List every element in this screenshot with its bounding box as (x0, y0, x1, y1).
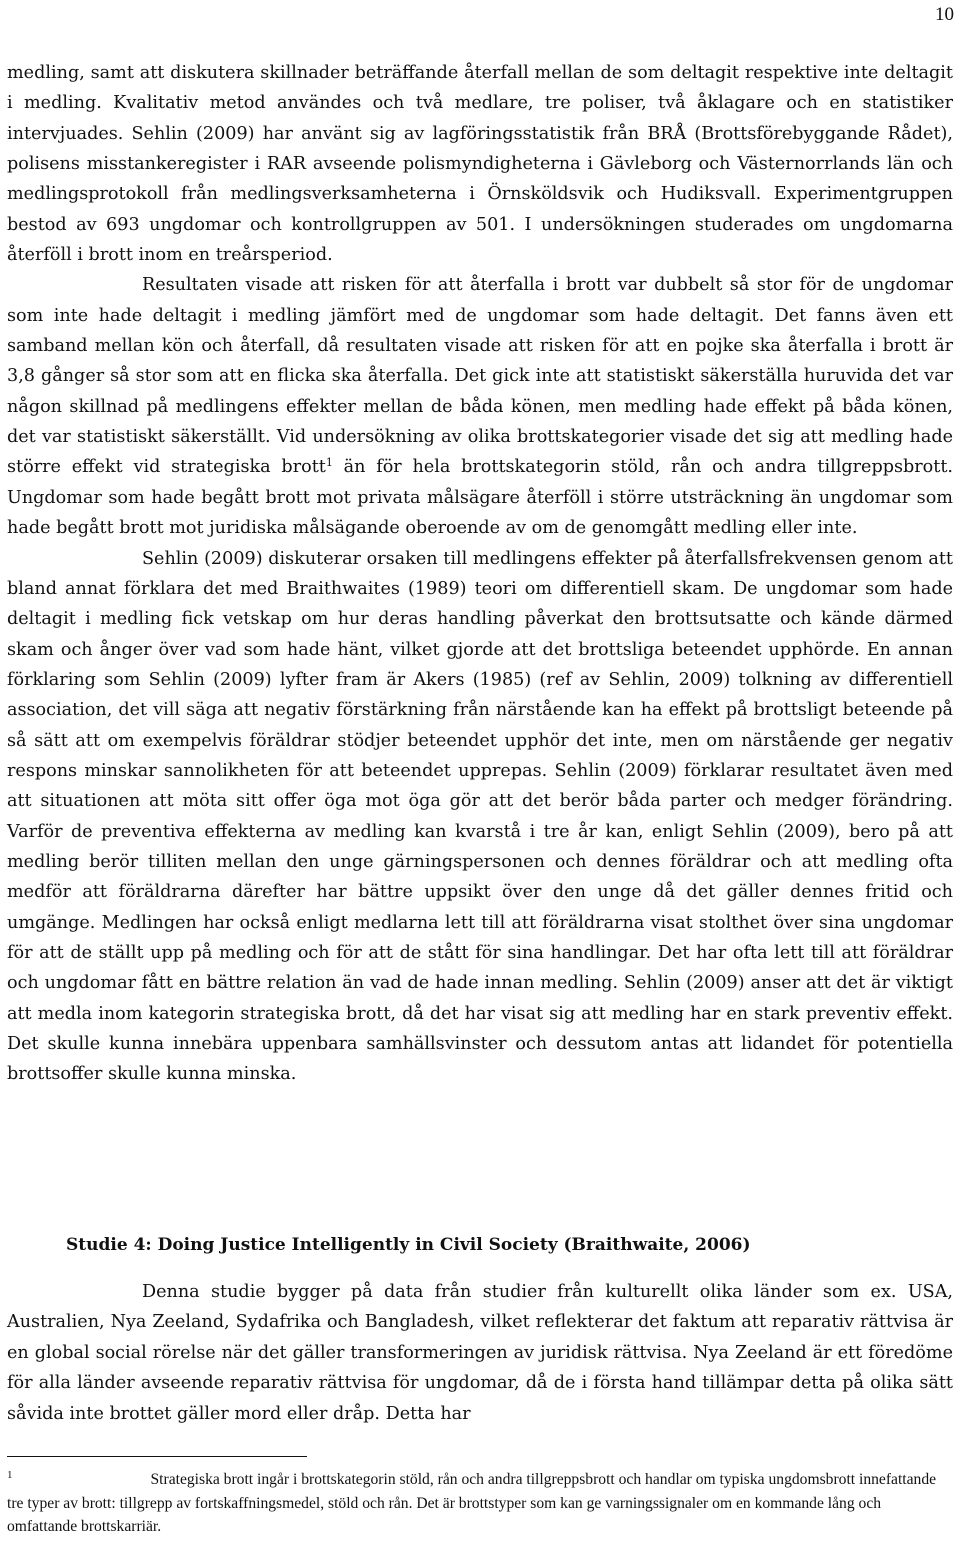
footnote-text: Strategiska brott ingår i brottskategorin stöld, rån och andra tillgreppsbrott och handlar om typiska ungdomsbrott innefattande tre typer av brott: tillgrepp av fortskaffningsmedel, stöld och rån. Det är brottstyper som kan ge varningssignaler om en kommande lång och omfattande brottskarriär. (7, 1471, 937, 1535)
footnote-marker: 1 (7, 1469, 13, 1481)
section-paragraph: Denna studie bygger på data från studier från kulturellt olika länder som ex. USA, Australien, Nya Zeeland, Sydafrika och Bangladesh, vilket reflekterar det faktum att reparativ rättvisa är en global social rörelse när det gäller transformeringen av juridisk rättvisa. Nya Zeeland är ett föredöme för alla länder avseende reparativ rättvisa för ungdomar, då de i första hand tillämpar detta på olika sätt såvida inte brottet gäller mord eller dråp. Detta har (7, 1282, 953, 1424)
paragraph-2 (7, 270, 953, 543)
paragraph-1: medling, samt att diskutera skillnader beträffande återfall mellan de som deltagit respektive inte deltagit i medling. Kvalitativ metod användes och två medlare, tre poliser, två åklagare och en statistiker intervjuades. Sehlin (2009) har använt sig av lagföringsstatistik från BRÅ (Brottsförebyggande Rådet), polisens misstankeregister i RAR avseende polismyndigheterna i Gävleborg och Västernorrlands län och medlingsprotokoll från medlingsverksamheterna i Örnsköldsvik och Hudiksvall. Experimentgruppen bestod av 693 ungdomar och kontrollgruppen av 501. I undersökningen studerades om ungdomarna återföll i brott inom en treårsperiod. (7, 63, 953, 266)
paragraph-2-text-a: Resultaten visade att risken för att återfalla i brott var dubbelt så stor för de ungdomar som inte hade deltagit i medling jämfört med de ungdomar som hade deltagit. Det fanns även ett samband mellan kön och återfall, då resultaten visade att risken för att en pojke ska återfalla i brott är 3,8 gånger så stor som att en flicka ska återfalla. Det gick inte att statistiskt säkerställa huruvida det var någon skillnad på medlingens effekter mellan de båda könen, men medling hade effekt på båda könen, det var statistiskt säkerställt. Vid undersökning av olika brottskategorier visade det sig att medling hade större effekt vid strategiska brott (7, 275, 953, 478)
section-heading: Studie 4: Doing Justice Intelligently in Civil Society (Braithwaite, 2006) (66, 1235, 751, 1255)
page-number: 10 (935, 4, 954, 25)
footnote-reference[interactable]: 1 (325, 456, 333, 470)
section-text (7, 1277, 953, 1429)
footnote-divider (7, 1456, 307, 1457)
body-text (7, 58, 953, 1090)
paragraph-3: Sehlin (2009) diskuterar orsaken till medlingens effekter på återfallsfrekvensen genom att bland annat förklara det med Braithwaites (1989) teori om differentiell skam. De ungdomar som hade deltagit i medling fick vetskap om hur deras handling påverkat den brottsutsatte och kände därmed skam och ånger över vad som hade hänt, vilket gjorde att det brottsliga beteendet upphörde. En annan förklaring som Sehlin (2009) lyfter fram är Akers (1985) (ref av Sehlin, 2009) tolkning av differentiell association, det vill säga att negativ förstärkning från närstående kan ha effekt på brottsligt beteende på så sätt att om exempelvis föräldrar stödjer beteendet upphör det inte, men om närstående ger negativ respons minskar sannolikheten för att beteendet upprepas. Sehlin (2009) förklarar resultatet även med att situationen att möta sitt offer öga mot öga gör att det berör båda parter och medger förändring. Varför de preventiva effekterna av medling kan kvarstå i tre år kan, enligt Sehlin (2009), bero på att medling berör tilliten mellan den unge gärningspersonen och dennes föräldrar och att medling ofta medför att föräldrarna därefter har bättre uppsikt över den unge då det gäller dennes fritid och umgänge. Medlingen har också enligt medlarna lett till att föräldrarna visat stolthet över sina ungdomar för att de ställt upp på medling och för att de stått för sina handlingar. Det har ofta lett till att föräldrar och ungdomar fått en bättre relation än vad de hade innan medling. Sehlin (2009) anser att det är viktigt att medla inom kategorin strategiska brott, då det har visat sig att medling har en stark preventiv effekt. Det skulle kunna innebära uppenbara samhällsvinster och dessutom antas att lidandet för potentiella brottsoffer skulle kunna minska. (7, 548, 953, 1085)
footnote (7, 1468, 953, 1539)
paragraph-2-text-b: än för hela brottskategorin stöld, rån och andra tillgreppsbrott. Ungdomar som hade begått brott mot privata målsägare återföll i större utsträckning än ungdomar som hade begått brott mot juridiska målsägande oberoende av om de genomgått medling eller inte. (7, 457, 953, 539)
